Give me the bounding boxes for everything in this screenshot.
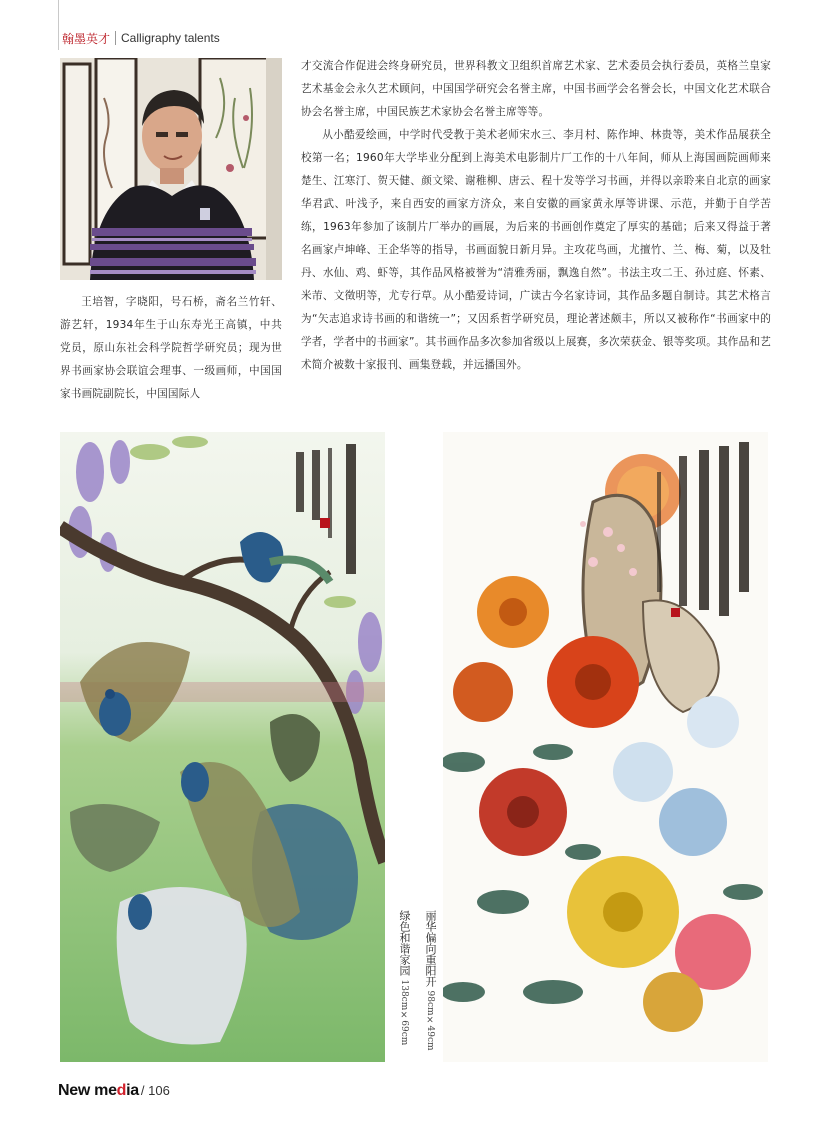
brand-part: ia xyxy=(126,1082,139,1099)
magazine-brand xyxy=(58,1082,139,1100)
page-footer xyxy=(58,1082,170,1100)
brand-part: New me xyxy=(58,1082,117,1099)
chrysanthemum-painting-illustration xyxy=(443,432,768,1062)
caption-title: 丽华偏向重阳开 xyxy=(424,910,437,987)
artist-bio-body xyxy=(301,55,771,377)
peacock-painting-illustration xyxy=(60,432,385,1062)
bio-paragraph: 才交流合作促进会终身研究员，世界科教文卫组织首席艺术家、艺术委员会执行委员，英格兰皇家艺术基金会永久艺术顾问，中国国学研究会名誉主席，中国书画学会名誉会长，中国文化艺术联合协会名誉主席，中国民族艺术家协会名誉主席等等。 xyxy=(301,60,771,118)
caption-size: 138cm×69cm xyxy=(399,979,409,1046)
portrait-illustration xyxy=(60,58,282,280)
painting-peacocks xyxy=(60,432,385,1062)
page-number: / 106 xyxy=(140,1083,170,1098)
caption-size: 98cm×49cm xyxy=(425,990,435,1051)
caption-title: 绿色和谐家园 xyxy=(398,910,411,976)
artist-bio-intro: 王培智，字晓阳，号石桥，斋名兰竹轩、游艺轩，1934年生于山东寿光王高镇，中共党员，原山东社会科学院哲学研究员；现为世界书画家协会联谊会理事、一级画师，中国国家书画院副院长，中国国际人 xyxy=(60,296,282,400)
section-title-cn: 翰墨英才 xyxy=(62,31,111,46)
bio-paragraph: 从小酷爱绘画，中学时代受教于美术老师宋水三、李月村、陈作坤、林贵等，美术作品展获全校第一名；1960年大学毕业分配到上海美术电影制片厂工作的十八年间，师从上海国画院画师来楚生、江寒汀、贺天健、颜文梁、谢稚柳、唐云、程十发等学习书画，并得以亲聆来自北京的画家华君武、叶浅予，来自西安的画家方济众，来自安徽的画家黄永厚等讲课、示范，并勤于自学苦练，1963年参加了该制片厂举办的画展，为后来的书画创作奠定了厚实的基础；后来又得益于著名画家卢坤峰、王企华等的指导，书画面貌日新月异。主攻花鸟画，尤擅竹、兰、梅、菊，以及牡丹、水仙、鸡、虾等，其作品风格被誉为“清雅秀丽，飘逸自然”。书法主攻二王、孙过庭、怀素、米芾、文徵明等，尤专行草。从小酷爱诗词，广读古今名家诗词，其作品多题自制诗。其艺术格言为“矢志追求诗书画的和谐统一”；又因系哲学研究员，理论著述颇丰，所以又被称作“书画家中的学者，学者中的书画家”。其书画作品多次参加省级以上展赛，多次荣获金、银等奖项。其作品和艺术简介被数十家报刊、画集登载，并远播国外。 xyxy=(301,129,771,371)
caption-peacocks xyxy=(396,910,412,1060)
caption-chrysanthemums xyxy=(422,910,438,1060)
brand-accent-letter: d xyxy=(116,1082,127,1099)
section-header xyxy=(58,28,220,48)
section-title-en: Calligraphy talents xyxy=(121,31,220,45)
section-divider xyxy=(115,31,116,45)
artist-portrait xyxy=(60,58,282,280)
painting-chrysanthemums xyxy=(443,432,768,1062)
